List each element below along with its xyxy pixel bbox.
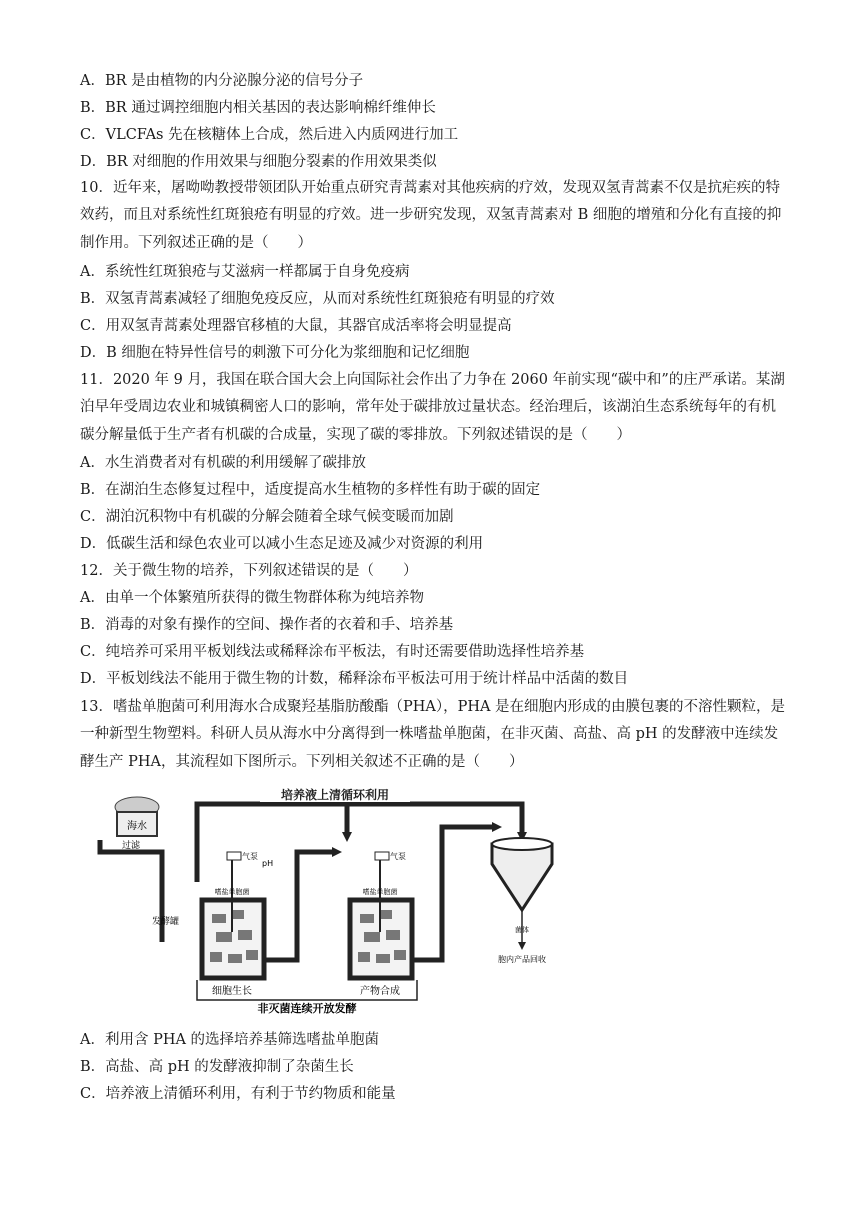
transfer-pipe xyxy=(264,852,332,960)
ph-probe-1-label: pH xyxy=(262,859,274,868)
top-label: 培养液上清循环利用 xyxy=(280,788,390,802)
q12-stem: 12．关于微生物的培养，下列叙述错误的是（ ） xyxy=(80,563,418,579)
q13-option-b: B．高盐、高 pH 的发酵液抑制了杂菌生长 xyxy=(80,1059,354,1075)
q10-option-b: B．双氢青蒿素减轻了细胞免疫反应，从而对系统性红斑狼疮有明显的疗效 xyxy=(80,291,555,307)
q10-option-c: C．用双氢青蒿素处理器官移植的大鼠，其器官成活率将会明显提高 xyxy=(80,318,512,334)
product-arrow xyxy=(518,942,526,950)
q10-option-d: D．B 细胞在特异性信号的刺激下可分化为浆细胞和记忆细胞 xyxy=(80,345,470,361)
strain-1-label: 嗜盐单胞菌 xyxy=(214,888,250,896)
separator-funnel xyxy=(492,844,552,910)
q11-option-b: B．在湖泊生态修复过程中，适度提高水生植物的多样性有助于碳的固定 xyxy=(80,482,541,498)
q11-option-c: C．湖泊沉积物中有机碳的分解会随着全球气候变暖而加剧 xyxy=(80,509,454,525)
q9-option-c: C．VLCFAs 先在核糖体上合成，然后进入内质网进行加工 xyxy=(80,127,459,143)
q11-option-a: A．水生消费者对有机碳的利用缓解了碳排放 xyxy=(80,455,366,471)
gas-pump-1 xyxy=(227,852,241,860)
q9-option-b: B．BR 通过调控细胞内相关基因的表达影响棉纤维伸长 xyxy=(80,100,436,116)
separator-top xyxy=(492,838,552,850)
fermenter-label: 发酵罐 xyxy=(152,917,180,927)
outlet-pipe xyxy=(412,827,492,960)
product-recovery-label: 胞内产品回收 xyxy=(498,955,546,964)
cells-label: 菌体 xyxy=(515,926,529,934)
filter-label: 过滤 xyxy=(122,841,141,851)
outlet-arrow xyxy=(492,822,502,832)
stage-1-label: 细胞生长 xyxy=(212,986,252,997)
fermentation-process-diagram xyxy=(92,782,562,1014)
strain-2-label: 嗜盐单胞菌 xyxy=(362,888,398,896)
bottom-label: 非灭菌连续开放发酵 xyxy=(257,1002,357,1014)
transfer-arrow xyxy=(332,847,342,857)
q10-stem: 10．近年来，屠呦呦教授带领团队开始重点研究青蒿素对其他疾病的疗效，发现双氢青蒿素不仅是抗疟疾的特效药，而且对系统性红斑狼疮有明显的疗效。进一步研究发现，双氢青蒿素对 B 细胞的增殖和分化有直接的抑制作用。下列叙述正确的是（ ） xyxy=(80,180,782,251)
stage-2-label: 产物合成 xyxy=(360,986,400,997)
q12-option-c: C．纯培养可采用平板划线法或稀释涂布平板法，有时还需要借助选择性培养基 xyxy=(80,644,585,660)
q12-option-a: A．由单一个体繁殖所获得的微生物群体称为纯培养物 xyxy=(80,590,424,606)
seawater-label: 海水 xyxy=(127,821,147,832)
q11-option-d: D．低碳生活和绿色农业可以减小生态足迹及减少对资源的利用 xyxy=(80,536,484,552)
q12-option-b: B．消毒的对象有操作的空间、操作者的衣着和手、培养基 xyxy=(80,617,454,633)
q12-option-d: D．平板划线法不能用于微生物的计数，稀释涂布平板法可用于统计样品中活菌的数目 xyxy=(80,671,629,687)
gas-pump-1-label: 气泵 xyxy=(242,852,258,861)
q9-option-a: A．BR 是由植物的内分泌腺分泌的信号分子 xyxy=(80,73,364,89)
recycle-pipe xyxy=(197,804,522,882)
gas-pump-2-label: 气泵 xyxy=(390,852,406,861)
q13-option-c: C．培养液上清循环利用，有利于节约物质和能量 xyxy=(80,1086,396,1102)
q13-stem: 13．嗜盐单胞菌可利用海水合成聚羟基脂肪酸酯（PHA），PHA 是在细胞内形成的由膜包裹的不溶性颗粒，是一种新型生物塑料。科研人员从海水中分离得到一株嗜盐单胞菌，在非灭菌、高盐、高 pH 的发酵液中连续发酵生产 PHA，其流程如下图所示。下列相关叙述不正确的是（ ） xyxy=(80,699,786,770)
q9-option-d: D．BR 对细胞的作用效果与细胞分裂素的作用效果类似 xyxy=(80,154,437,170)
q10-option-a: A．系统性红斑狼疮与艾滋病一样都属于自身免疫病 xyxy=(80,264,410,280)
q13-option-a: A．利用含 PHA 的选择培养基筛选嗜盐单胞菌 xyxy=(80,1032,380,1048)
q11-stem: 11．2020 年 9 月，我国在联合国大会上向国际社会作出了力争在 2060 年前实现“碳中和”的庄严承诺。某湖泊早年受周边农业和城镇稠密人口的影响，常年处于碳排放过量状态。经治理后，该湖泊生态系统每年的有机碳分解量低于生产者有机碳的合成量，实现了碳的零排放。下列叙述错误的是（ ） xyxy=(80,372,785,443)
branch-arrow xyxy=(342,832,352,842)
gas-pump-2 xyxy=(375,852,389,860)
